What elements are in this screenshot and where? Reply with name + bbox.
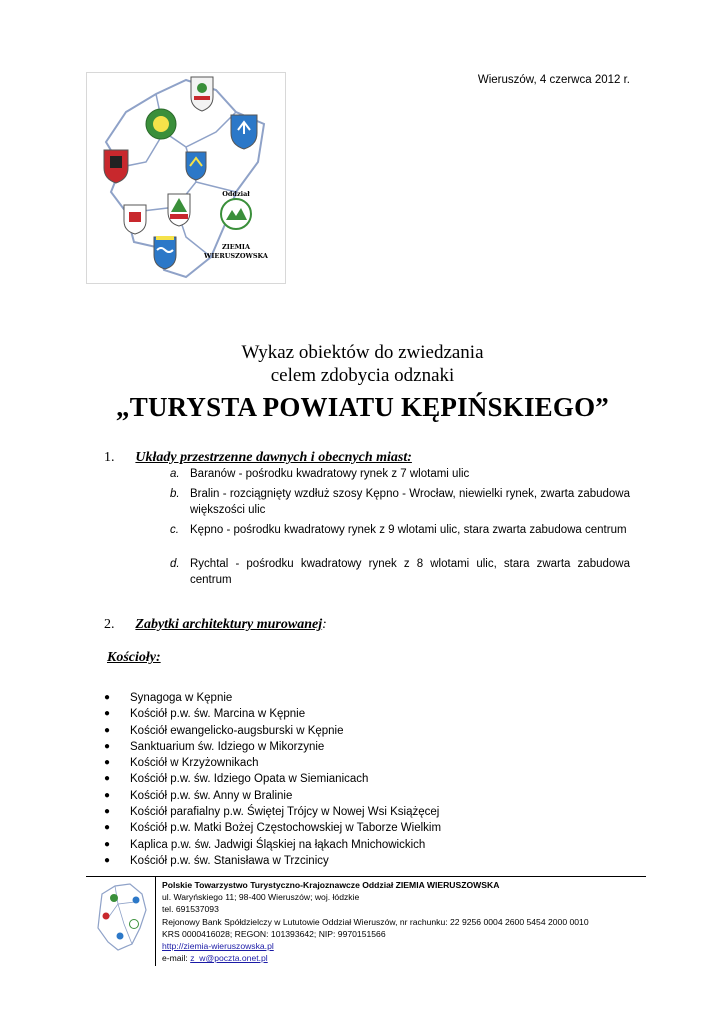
logo-label-top: Oddział <box>222 190 250 198</box>
bullet-icon: ● <box>104 854 111 866</box>
list-item-text: Synagoga w Kępnie <box>130 692 233 704</box>
footer-email-link[interactable]: z_w@poczta.onet.pl <box>190 953 268 964</box>
item-letter: b. <box>170 488 180 500</box>
list-item <box>104 853 441 869</box>
green-badge-icon <box>146 109 176 139</box>
red-coat-of-arms-icon <box>104 150 128 183</box>
item-letter: c. <box>170 524 179 536</box>
bullet-icon: ● <box>104 740 111 752</box>
footer-logo-icon <box>90 880 152 955</box>
item-text: Bralin - rozciągnięty wzdłuż szosy Kępno - Wrocław, niewielki rynek, zwarta zabudowa większości ulic <box>190 488 630 516</box>
bullet-icon: ● <box>104 838 111 850</box>
list-item <box>104 771 441 787</box>
title-line-1: Wykaz obiektów do zwiedzania <box>241 342 484 363</box>
list-item-text: Kościół ewangelicko-augsburski w Kępnie <box>130 724 344 737</box>
section-title: Układy przestrzenne dawnych i obecnych miast: <box>135 450 412 465</box>
section-2-heading <box>104 615 327 633</box>
list-item-text: Kościół p.w. św. Marcina w Kępnie <box>130 708 306 721</box>
church-list <box>104 690 441 869</box>
title-line-2: celem zdobycia odznaki <box>270 365 455 386</box>
list-item <box>170 466 630 482</box>
bullet-icon: ● <box>104 757 111 769</box>
section-title-colon: : <box>322 617 327 632</box>
list-item <box>104 690 441 706</box>
list-item-text: Kościół w Krzyżownikach <box>130 757 259 770</box>
list-item <box>104 739 441 755</box>
bullet-icon: ● <box>104 806 111 818</box>
blue-coat-of-arms-icon <box>186 152 206 180</box>
item-text: Rychtal - pośrodku kwadratowy rynek z 8 wlotami ulic, stara zwarta zabudowa centrum <box>190 558 630 586</box>
subheading-churches: Kościoły: <box>107 650 161 665</box>
list-item-text: Kościół p.w. św. Stanisława w Trzcinicy <box>130 854 329 867</box>
document-date: Wieruszów, 4 czerwca 2012 r. <box>477 74 630 86</box>
footer-divider <box>86 876 646 877</box>
section-title: Zabytki architektury murowanej <box>135 617 323 632</box>
list-item <box>104 706 441 722</box>
footer-org-name: Polskie Towarzystwo Turystyczno-Krajoznawcze Oddział ZIEMIA WIERUSZOWSKA <box>162 880 500 890</box>
list-item <box>104 820 441 836</box>
bullet-icon: ● <box>104 789 111 801</box>
bullet-icon: ● <box>104 773 111 785</box>
list-item <box>170 522 630 538</box>
list-item <box>104 788 441 804</box>
coat-of-arms-icon <box>191 77 213 111</box>
list-item-text: Kościół parafialny p.w. Świętej Trójcy w Nowej Wsi Książęcej <box>130 806 440 819</box>
list-item <box>104 837 441 853</box>
item-text: Kępno - pośrodku kwadratowy rynek z 9 wlotami ulic, stara zwarta zabudowa centrum <box>190 524 627 536</box>
list-item <box>170 486 630 518</box>
list-item <box>170 556 630 588</box>
footer-contact <box>162 879 589 964</box>
list-item-text: Kościół p.w. św. Anny w Bralinie <box>130 789 293 802</box>
item-text: Baranów - pośrodku kwadratowy rynek z 7 wlotami ulic <box>190 468 470 480</box>
castle-coat-of-arms-icon <box>124 205 146 234</box>
wavy-coat-of-arms-icon <box>154 236 176 269</box>
logo-label-2: WIERUSZOWSKA <box>204 252 268 260</box>
footer-ids: KRS 0000416028; REGON: 101393642; NIP: 9970151566 <box>162 928 386 939</box>
document-title: „TURYSTA POWIATU KĘPIŃSKIEGO” <box>116 392 609 422</box>
bullet-icon: ● <box>104 708 111 720</box>
footer-address: ul. Waryńskiego 11; 98-400 Wieruszów; woj. łódzkie <box>162 892 360 903</box>
logo-label-1: ZIEMIA <box>221 243 251 251</box>
footer-email-label: e-mail: <box>162 953 191 964</box>
ptkk-badge-icon <box>221 199 251 229</box>
item-letter: d. <box>170 558 180 570</box>
footer-bank: Rejonowy Bank Spółdzielczy w Lututowie Oddział Wieruszów, nr rachunku: 22 9256 0004 2600 5454 2000 0010 <box>162 916 589 927</box>
bullet-icon: ● <box>104 692 111 703</box>
list-item <box>104 723 441 739</box>
item-letter: a. <box>170 468 180 480</box>
list-item-text: Sanktuarium św. Idziego w Mikorzynie <box>130 740 325 753</box>
section-number: 1. <box>104 450 115 465</box>
section-number: 2. <box>104 617 115 632</box>
list-item-text: Kościół p.w. św. Idziego Opata w Siemianicach <box>130 773 369 786</box>
bullet-icon: ● <box>104 822 111 834</box>
tree-coat-of-arms-icon <box>168 194 190 226</box>
list-item-text: Kaplica p.w. św. Jadwigi Śląskiej na łąkach Mnichowickich <box>130 838 426 851</box>
section-1-heading <box>104 448 412 466</box>
ptkk-map-logo <box>86 72 286 284</box>
footer-phone: tel. 691537093 <box>162 904 219 915</box>
list-item <box>104 755 441 771</box>
bullet-icon: ● <box>104 724 111 736</box>
list-item <box>104 804 441 820</box>
footer-vertical-divider <box>155 876 156 966</box>
list-item-text: Kościół p.w. Matki Bożej Częstochowskiej w Taborze Wielkim <box>130 822 442 835</box>
deer-coat-of-arms-icon <box>231 115 257 149</box>
footer-website-link[interactable]: http://ziemia-wieruszowska.pl <box>162 941 274 952</box>
